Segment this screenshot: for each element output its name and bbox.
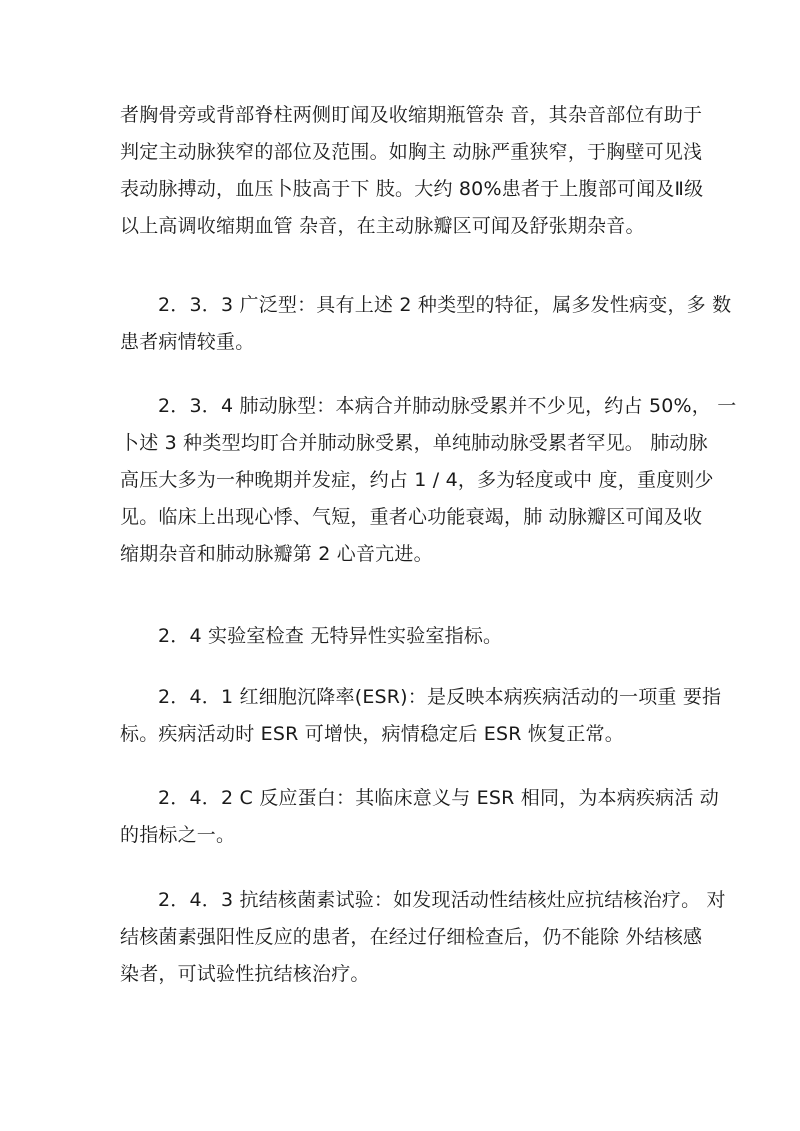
text-line: 染者，可试验性抗结核治疗。: [120, 963, 370, 985]
text-line: 2．3．4 肺动脉型：本病合并肺动脉受累并不少见，约占 50%， 一: [158, 395, 737, 417]
text-line: 者胸骨旁或背部脊柱两侧盯闻及收缩期瓶管杂 音，其杂音部位有助于: [120, 104, 703, 126]
text-line: 缩期杂音和肺动脉瓣第 2 心音亢进。: [120, 543, 433, 565]
text-line: 见。临床上出现心悸、气短，重者心功能衰竭，肺 动脉瓣区可闻及收: [120, 506, 703, 528]
paragraph-2-4-3: [120, 882, 726, 993]
paragraph-2-3-4: [120, 388, 737, 573]
text-line: 以上高调收缩期血管 杂音，在主动脉瓣区可闻及舒张期杂音。: [120, 215, 645, 237]
text-line: 患者病情较重。: [120, 331, 255, 353]
text-line: 结核菌素强阳性反应的患者，在经过仔细检查后，仍不能除 外结核感: [120, 926, 703, 948]
text-line: 2．4．1 红细胞沉降率(ESR)：是反映本病疾病活动的一项重 要指: [158, 686, 722, 708]
paragraph-2-4: [120, 618, 682, 655]
text-line: 2．4．2 C 反应蛋白：其临床意义与 ESR 相同，为本病疾病活 动: [158, 787, 719, 809]
text-line: 表动脉搏动，血压卜肢高于下 肢。大约 80%患者于上腹部可闻及Ⅱ级: [120, 178, 704, 200]
paragraph-2-4-1: [120, 679, 722, 753]
text-line: 高压大多为一种晚期并发症，约占 1 / 4，多为轻度或中 度，重度则少: [120, 469, 714, 491]
paragraph-intro: [120, 97, 704, 245]
paragraph-2-4-2: [120, 780, 719, 854]
text-line: 判定主动脉狭窄的部位及范围。如胸主 动脉严重狭窄，于胸壁可见浅: [120, 141, 703, 163]
text-line: 卜述 3 种类型均盯合并肺动脉受累，单纯肺动脉受累者罕见。 肺动脉: [120, 432, 708, 454]
text-line: 的指标之一。: [120, 824, 236, 846]
paragraph-2-3-3: [120, 287, 732, 361]
text-line: 2．4 实验室检查 无特异性实验室指标。: [158, 625, 503, 647]
text-line: 标。疾病活动时 ESR 可增快，病情稳定后 ESR 恢复正常。: [120, 723, 624, 745]
text-line: 2．3．3 广泛型：具有上述 2 种类型的特征，属多发性病变，多 数: [158, 294, 732, 316]
text-line: 2．4．3 抗结核菌素试验：如发现活动性结核灶应抗结核治疗。 对: [158, 889, 726, 911]
